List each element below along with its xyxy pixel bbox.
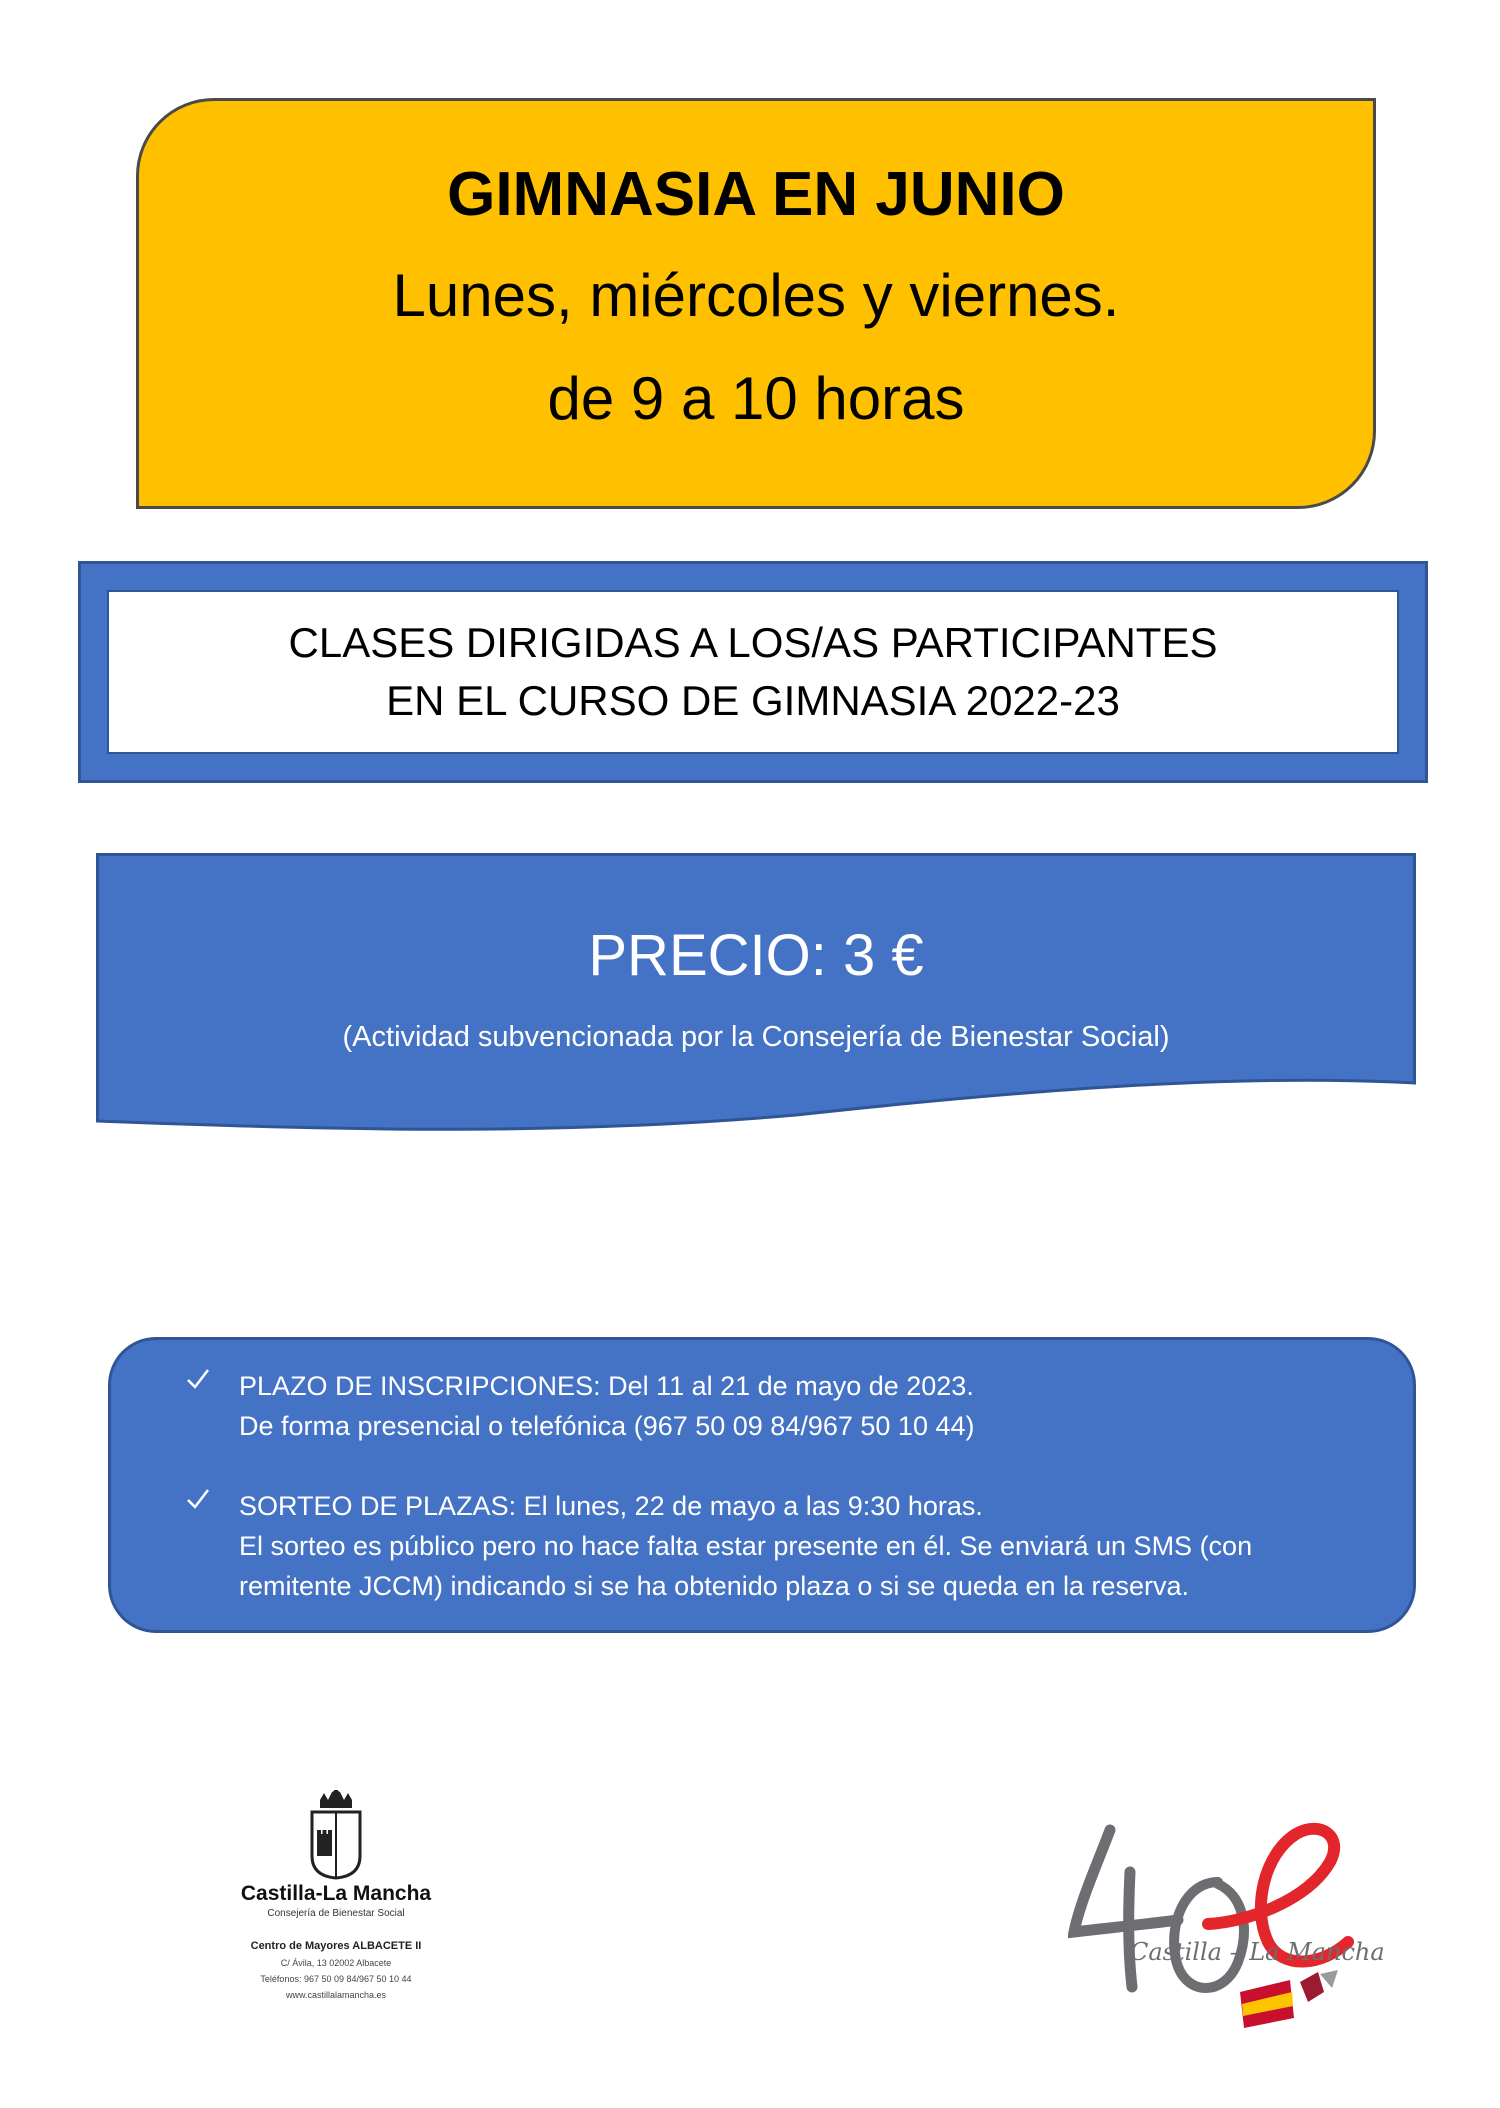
price-note: (Actividad subvencionada por la Consejería de Bienestar Social) bbox=[342, 1021, 1170, 1053]
header-hours: de 9 a 10 horas bbox=[547, 365, 965, 432]
target-line-2: EN EL CURSO DE GIMNASIA 2022-23 bbox=[386, 677, 1120, 724]
center-phone: Teléfonos: 967 50 09 84/967 50 10 44 bbox=[260, 1974, 412, 1984]
target-audience-box bbox=[107, 590, 1399, 754]
center-address: C/ Ávila, 13 02002 Albacete bbox=[280, 1958, 392, 1968]
castilla-la-mancha-logo bbox=[236, 1790, 436, 2010]
registration-line-2: De forma presencial o telefónica (967 50 09 84/967 50 10 44) bbox=[239, 1411, 975, 1441]
target-audience-frame bbox=[78, 561, 1428, 783]
draw-line-3: remitente JCCM) indicando si se ha obtenido plaza o si se queda en la reserva. bbox=[239, 1571, 1190, 1601]
draw-info bbox=[187, 1486, 1252, 1606]
registration-info bbox=[187, 1366, 975, 1446]
header-title: GIMNASIA EN JUNIO bbox=[447, 160, 1065, 229]
price-label: PRECIO: 3 € bbox=[588, 923, 924, 988]
draw-line-2: El sorteo es público pero no hace falta estar presente en él. Se enviará un SMS (con bbox=[239, 1531, 1253, 1561]
center-name: Centro de Mayores ALBACETE II bbox=[250, 1940, 422, 1952]
clm-department: Consejería de Bienestar Social bbox=[267, 1908, 405, 1919]
header-card bbox=[136, 98, 1376, 509]
check-icon bbox=[185, 1486, 211, 1512]
anniversary-40-logo bbox=[1068, 1812, 1388, 2042]
price-banner bbox=[96, 853, 1416, 1133]
header-days: Lunes, miércoles y viernes. bbox=[392, 262, 1120, 329]
center-web: www.castillalamancha.es bbox=[285, 1990, 387, 2000]
coat-of-arms-icon bbox=[306, 1790, 366, 1880]
clm-name: Castilla-La Mancha bbox=[240, 1882, 432, 1905]
registration-line-1: PLAZO DE INSCRIPCIONES: Del 11 al 21 de mayo de 2023. bbox=[239, 1371, 974, 1401]
anniversary-text: Castilla – La Mancha bbox=[1130, 1938, 1385, 1966]
check-icon bbox=[185, 1366, 211, 1392]
draw-line-1: SORTEO DE PLAZAS: El lunes, 22 de mayo a las 9:30 horas. bbox=[239, 1491, 983, 1521]
target-line-1: CLASES DIRIGIDAS A LOS/AS PARTICIPANTES bbox=[288, 619, 1218, 666]
info-box bbox=[108, 1337, 1416, 1633]
